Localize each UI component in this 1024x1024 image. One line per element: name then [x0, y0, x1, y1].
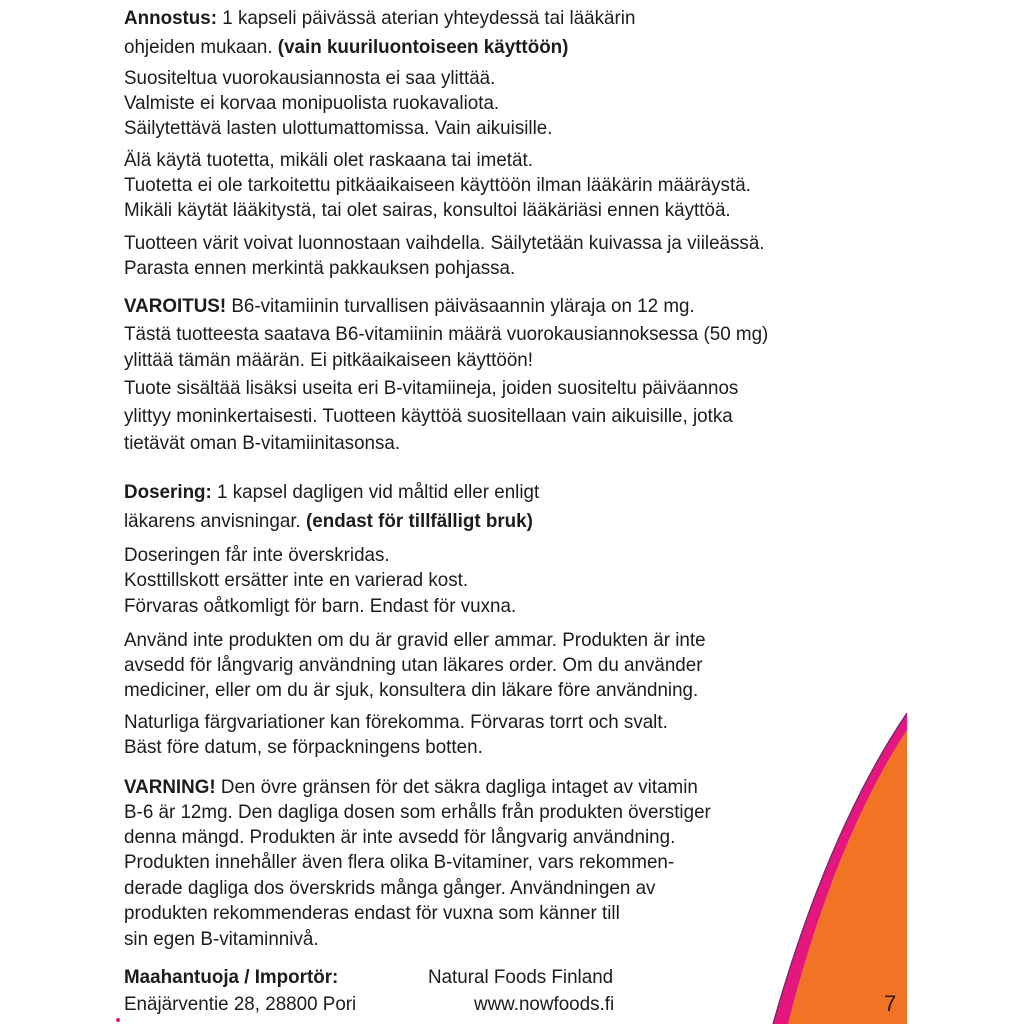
sv-text-line: avsedd för långvarig användning utan läkares order. Om du använder [124, 654, 703, 676]
importer-address: Enäjärventie 28, 28800 Pori [124, 993, 357, 1015]
importer-name: Natural Foods Finland [428, 966, 614, 988]
fi-dosage-line-1 [124, 7, 635, 29]
fi-dosage-note: (vain kuuriluontoiseen käyttöön) [277, 36, 569, 58]
fi-warning-line: ylittää tämän määrän. Ei pitkäaikaiseen käyttöön! [124, 349, 533, 371]
sv-dosage-line-1 [124, 481, 539, 503]
orange-panel [788, 730, 907, 1024]
sv-warning-line: derade dagliga dos överskrids många gånger. Användningen av [124, 877, 656, 899]
page-number: 7 [884, 991, 897, 1016]
fi-text-line: Tuotteen värit voivat luonnostaan vaihdella. Säilytetään kuivassa ja viileässä. [124, 232, 765, 254]
sv-warning-line-1 [124, 776, 698, 798]
sv-warning-line: Produkten innehåller även flera olika B-vitaminer, vars rekommen- [124, 851, 675, 873]
sv-warning-line: sin egen B-vitaminnivå. [124, 928, 319, 950]
fi-dosage-label: Annostus: [124, 7, 218, 29]
sv-dosage-text-2: läkarens anvisningar. [124, 510, 307, 532]
fi-text-line: Älä käytä tuotetta, mikäli olet raskaana tai imetät. [124, 149, 533, 171]
fi-text-line: Parasta ennen merkintä pakkauksen pohjassa. [124, 257, 516, 279]
sv-dosage-text: 1 kapsel dagligen vid måltid eller enligt [211, 481, 540, 503]
fi-dosage-text: 1 kapseli päivässä aterian yhteydessä tai lääkärin [217, 7, 636, 29]
fi-warning-line: Tuote sisältää lisäksi useita eri B-vitamiineja, joiden suositeltu päiväannos [124, 377, 739, 399]
sv-dosage-line-2 [124, 510, 533, 532]
sv-text-line: Förvaras oåtkomligt för barn. Endast för vuxna. [124, 595, 517, 617]
sv-warning-text: Den övre gränsen för det säkra dagliga intaget av vitamin [215, 776, 698, 798]
sv-dosage-label: Dosering: [124, 481, 212, 503]
sv-dosage-note: (endast för tillfälligt bruk) [306, 510, 533, 532]
sv-warning-line: B-6 är 12mg. Den dagliga dosen som erhålls från produkten överstiger [124, 801, 711, 823]
fi-warning-line: ylittyy moninkertaisesti. Tuotteen käyttöä suositellaan vain aikuisille, jotka [124, 405, 733, 427]
sv-text-line: Naturliga färgvariationer kan förekomma. Förvaras torrt och svalt. [124, 711, 668, 733]
sv-text-line: Kosttillskott ersätter inte en varierad kost. [124, 569, 469, 591]
fi-text-line: Säilytettävä lasten ulottumattomissa. Vain aikuisille. [124, 117, 553, 139]
fi-warning-text: B6-vitamiinin turvallisen päiväsaannin yläraja on 12 mg. [226, 295, 695, 317]
sv-warning-label: VARNING! [124, 776, 216, 798]
fi-dosage-line-2 [124, 36, 568, 58]
fi-warning-label: VAROITUS! [124, 295, 227, 317]
fi-warning-line: tietävät oman B-vitamiinitasonsa. [124, 432, 401, 454]
sv-text-line: Doseringen får inte överskridas. [124, 544, 390, 566]
fi-dosage-text-2: ohjeiden mukaan. [124, 36, 278, 58]
fi-warning-line: Tästä tuotteesta saatava B6-vitamiinin määrä vuorokausiannoksessa (50 mg) [124, 323, 769, 345]
importer-label: Maahantuoja / Importör: [124, 966, 339, 988]
website-link[interactable]: www.nowfoods.fi [474, 993, 615, 1015]
fi-text-line: Tuotetta ei ole tarkoitettu pitkäaikaiseen käyttöön ilman lääkärin määräystä. [124, 174, 751, 196]
sv-warning-line: produkten rekommenderas endast för vuxna som känner till [124, 902, 620, 924]
fi-text-line: Suositeltua vuorokausiannosta ei saa ylittää. [124, 67, 496, 89]
sv-warning-line: denna mängd. Produkten är inte avsedd för långvarig användning. [124, 826, 676, 848]
fi-text-line: Mikäli käytät lääkitystä, tai olet sairas, konsultoi lääkäriäsi ennen käyttöä. [124, 199, 731, 221]
pink-dot [116, 1018, 120, 1022]
sv-text-line: mediciner, eller om du är sjuk, konsultera din läkare före användning. [124, 679, 699, 701]
sv-text-line: Bäst före datum, se förpackningens botten. [124, 736, 483, 758]
fi-warning-line-1 [124, 295, 695, 317]
sv-text-line: Använd inte produkten om du är gravid eller ammar. Produkten är inte [124, 629, 706, 651]
fi-text-line: Valmiste ei korvaa monipuolista ruokavaliota. [124, 92, 500, 114]
